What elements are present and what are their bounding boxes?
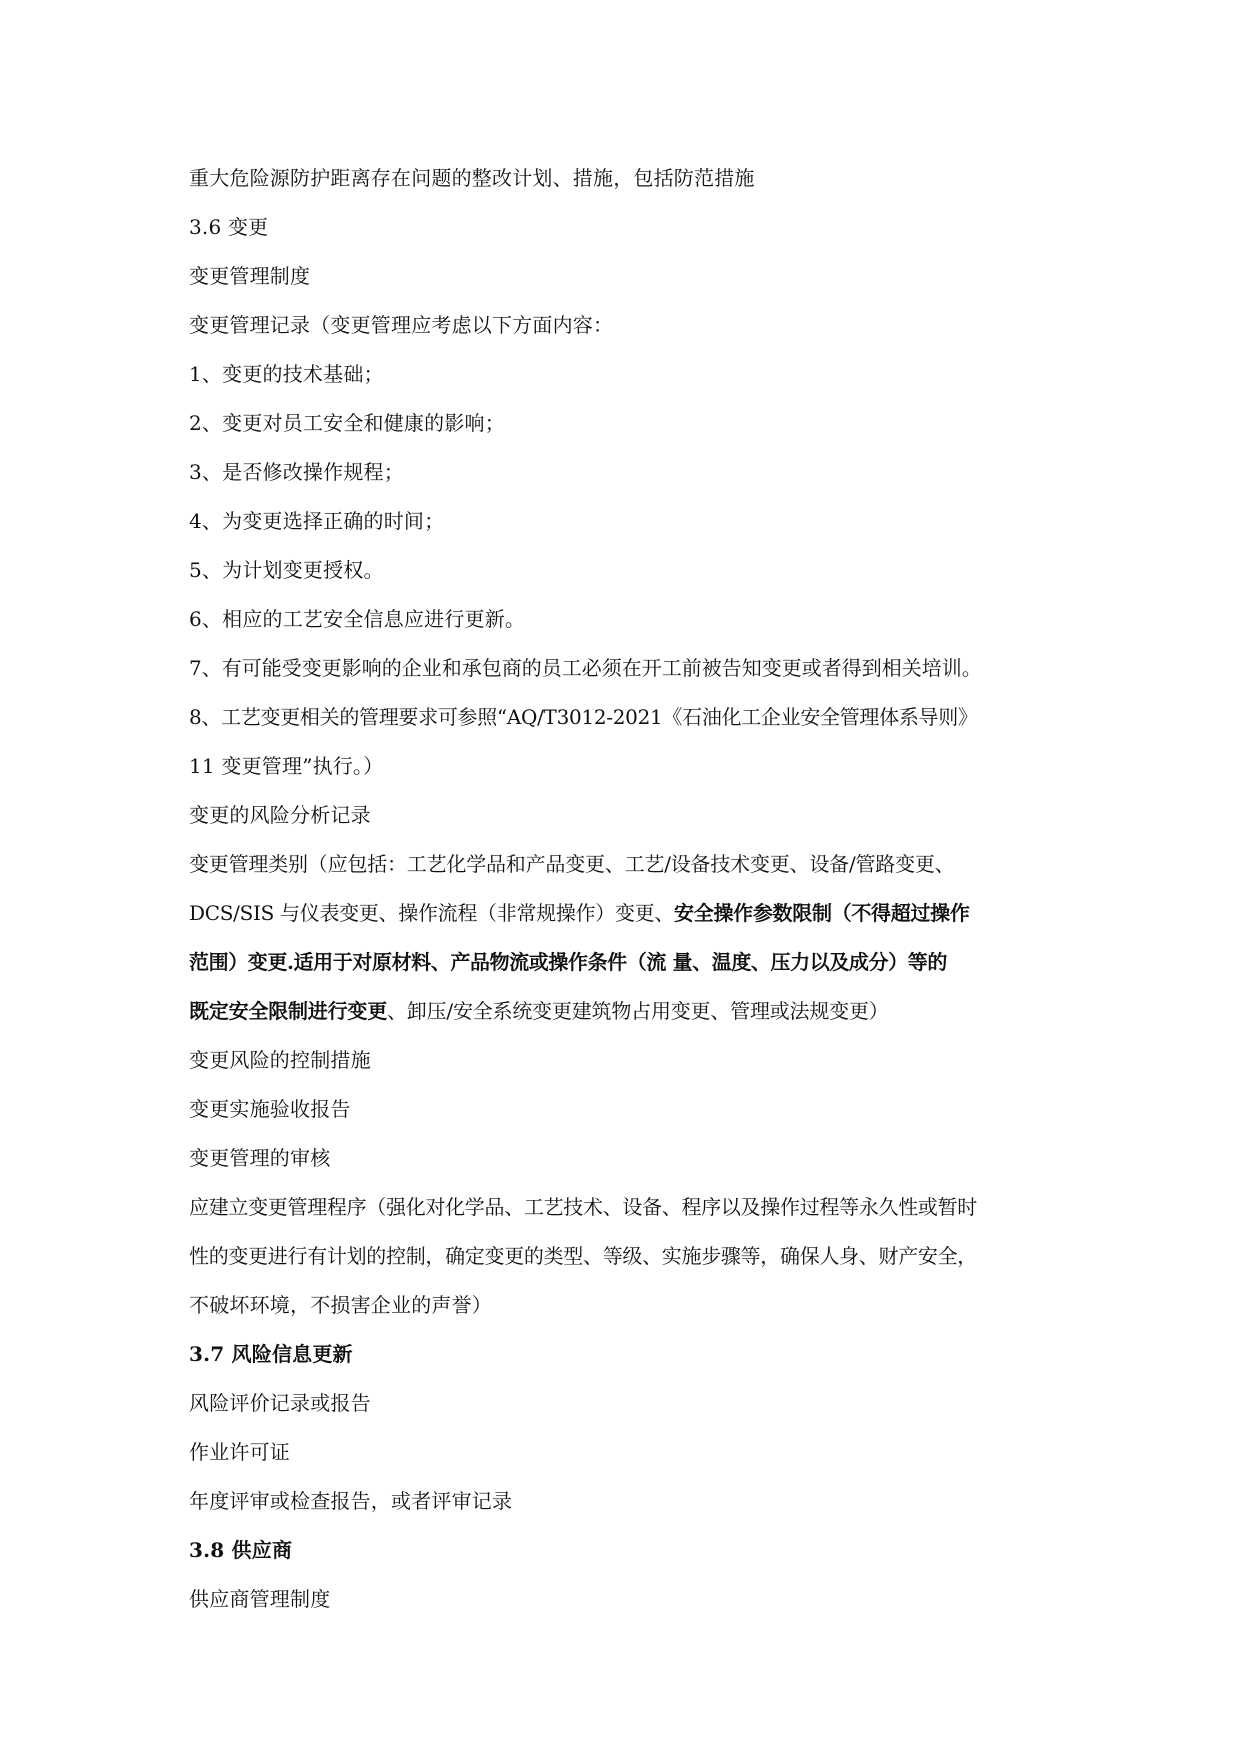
list-item-continuation: 11 变更管理”执行。） <box>189 754 384 778</box>
paragraph-line: 变更的风险分析记录 <box>189 803 371 827</box>
paragraph-line-mixed <box>189 889 1069 938</box>
paragraph-line: 不破坏环境，不损害企业的声誉） <box>189 1293 492 1317</box>
paragraph-line: 作业许可证 <box>189 1440 290 1464</box>
paragraph-line: 年度评审或检查报告，或者评审记录 <box>189 1489 513 1513</box>
bold-text: 安全操作参数限制（不得超过操作 <box>674 901 970 925</box>
paragraph-line: 变更管理类别（应包括：工艺化学品和产品变更、工艺/设备技术变更、设备/管路变更、 <box>189 852 955 876</box>
section-heading-3-8: 3.8 供应商 <box>189 1538 293 1562</box>
paragraph-line-bold: 范围）变更.适用于对原材料、产品物流或操作条件（流 量、温度、压力以及成分）等的 <box>189 950 947 974</box>
list-item: 6、相应的工艺安全信息应进行更新。 <box>189 607 526 631</box>
section-heading-3-6: 3.6 变更 <box>189 215 269 239</box>
paragraph-line-mixed <box>189 987 1069 1036</box>
document-body <box>189 154 1069 1624</box>
paragraph-line: 供应商管理制度 <box>189 1587 331 1611</box>
list-item: 4、为变更选择正确的时间； <box>189 509 445 533</box>
list-item: 8、工艺变更相关的管理要求可参照“AQ/T3012-2021《石油化工企业安全管理体系导则》 <box>189 705 978 729</box>
list-item: 7、有可能受变更影响的企业和承包商的员工必须在开工前被告知变更或者得到相关培训。 <box>189 656 982 680</box>
paragraph-line: 变更管理记录（变更管理应考虑以下方面内容： <box>189 313 614 337</box>
list-item: 1、变更的技术基础； <box>189 362 384 386</box>
normal-text: 、卸压/安全系统变更建筑物占用变更、管理或法规变更） <box>387 999 889 1023</box>
list-item: 5、为计划变更授权。 <box>189 558 384 582</box>
bold-text: 既定安全限制进行变更 <box>189 999 387 1023</box>
list-item: 2、变更对员工安全和健康的影响； <box>189 411 505 435</box>
paragraph-line: 变更管理制度 <box>189 264 311 288</box>
paragraph-line: 变更风险的控制措施 <box>189 1048 371 1072</box>
normal-text: DCS/SIS 与仪表变更、操作流程（非常规操作）变更、 <box>189 901 675 925</box>
paragraph-line: 应建立变更管理程序（强化对化学品、工艺技术、设备、程序以及操作过程等永久性或暂时 <box>189 1195 977 1219</box>
section-heading-3-7: 3.7 风险信息更新 <box>189 1342 353 1366</box>
list-item: 3、是否修改操作规程； <box>189 460 404 484</box>
paragraph-line: 变更管理的审核 <box>189 1146 331 1170</box>
paragraph-line: 风险评价记录或报告 <box>189 1391 371 1415</box>
paragraph-line: 变更实施验收报告 <box>189 1097 351 1121</box>
paragraph-line: 性的变更进行有计划的控制，确定变更的类型、等级、实施步骤等，确保人身、财产安全， <box>189 1244 977 1268</box>
paragraph-line: 重大危险源防护距离存在问题的整改计划、措施，包括防范措施 <box>189 166 755 190</box>
